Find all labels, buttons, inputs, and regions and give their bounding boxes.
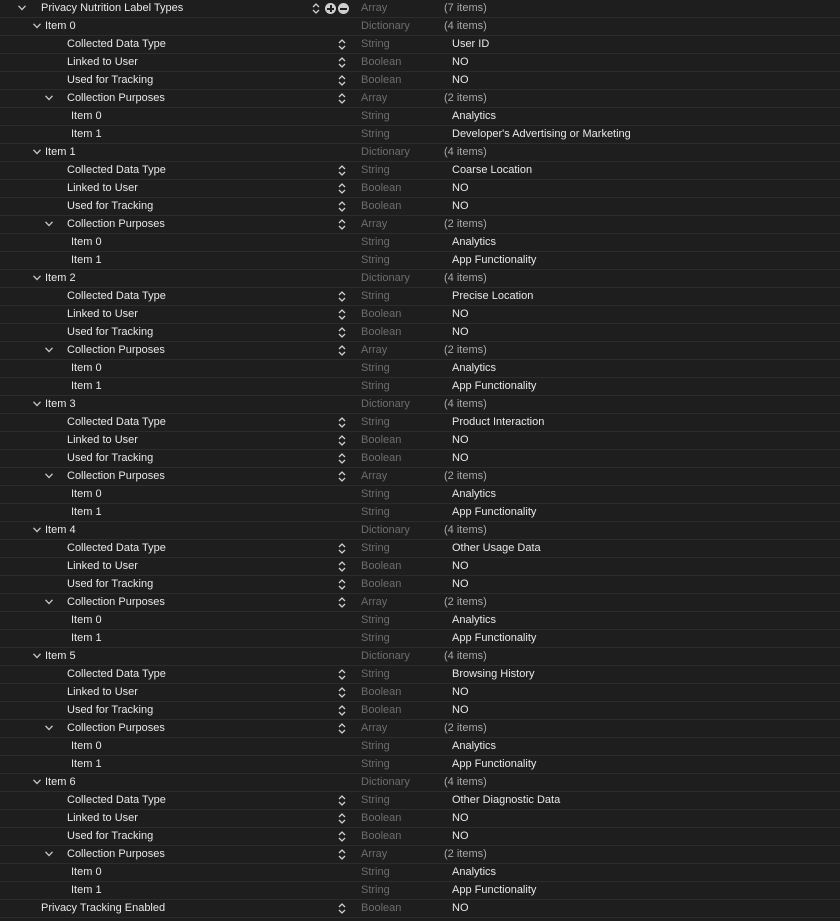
row-key: Collection Purposes [67,596,165,608]
type-stepper-icon[interactable] [338,468,348,485]
type-stepper-icon[interactable] [338,162,348,179]
row-type: String [361,110,390,122]
row-type: String [361,236,390,248]
plist-row[interactable] [0,594,840,612]
value-field[interactable]: App Functionality [452,380,537,392]
purpose-item-index: 0 [95,236,102,248]
disclosure-chevron-icon[interactable] [45,720,55,737]
type-stepper-icon[interactable] [338,54,348,71]
plist-row-tracking-enabled[interactable] [0,900,840,918]
row-key: Collected Data Type [67,668,166,680]
row-type: Boolean [361,704,402,716]
purpose-item-prefix: Item [71,362,96,374]
plist-row-item[interactable] [0,522,840,540]
purpose-item-prefix: Item [71,380,96,392]
row-key: Linked to User [67,812,138,824]
purpose-item-index: 1 [95,758,102,770]
row-type: Array [361,92,388,104]
purpose-item-index: 1 [95,884,102,896]
row-type: Dictionary [361,272,410,284]
purpose-item-index: 1 [95,254,102,266]
row-type: String [361,290,390,302]
row-key: Linked to User [67,182,138,194]
row-type: Boolean [361,308,402,320]
row-key: Linked to User [67,560,138,572]
row-type: Dictionary [361,776,410,788]
row-key: Privacy Tracking Enabled [41,902,166,914]
value-field[interactable]: NO [452,308,469,320]
row-value: (2 items) [444,722,487,734]
row-key [71,612,102,629]
disclosure-chevron-icon[interactable] [45,468,55,485]
plist-row[interactable] [0,684,840,702]
value-field[interactable]: Coarse Location [452,164,533,176]
purpose-item-index: 0 [95,740,102,752]
row-type: Boolean [361,200,402,212]
value-field[interactable]: Other Diagnostic Data [452,794,561,806]
plist-row[interactable] [0,828,840,846]
row-key [71,108,102,125]
disclosure-chevron-icon[interactable] [45,846,55,863]
row-key [71,504,102,521]
row-type: Dictionary [361,650,410,662]
disclosure-chevron-icon[interactable] [33,18,43,35]
type-stepper-icon[interactable] [338,72,348,89]
row-key: Collected Data Type [67,290,166,302]
plist-row[interactable] [0,36,840,54]
value-field[interactable]: NO [452,704,469,716]
plist-row-purpose[interactable] [0,378,840,396]
type-stepper-icon[interactable] [338,810,348,827]
row-key [71,630,102,647]
value-field[interactable]: NO [452,74,469,86]
value-field[interactable]: Developer's Advertising or Marketing [452,128,631,140]
purpose-item-index: 1 [95,380,102,392]
row-value: (4 items) [444,272,487,284]
row-key: Collected Data Type [67,416,166,428]
plist-row[interactable] [0,558,840,576]
row-key: Collected Data Type [67,794,166,806]
plist-row[interactable] [0,666,840,684]
row-type: String [361,380,390,392]
row-type: String [361,758,390,770]
disclosure-chevron-icon[interactable] [33,396,43,413]
type-stepper-icon[interactable] [338,828,348,845]
row-key: Collection Purposes [67,344,165,356]
value-field[interactable]: NO [452,200,469,212]
value-field[interactable]: Analytics [452,866,497,878]
plist-row-purpose[interactable] [0,234,840,252]
plist-row[interactable] [0,216,840,234]
row-key: Used for Tracking [67,578,154,590]
value-field[interactable]: App Functionality [452,632,537,644]
plist-row[interactable] [0,450,840,468]
row-type: Boolean [361,902,402,914]
row-type: String [361,416,390,428]
type-stepper-icon[interactable] [312,0,322,17]
row-type: String [361,128,390,140]
row-type: Dictionary [361,146,410,158]
disclosure-chevron-icon[interactable] [45,90,55,107]
row-type: String [361,506,390,518]
row-type: String [361,488,390,500]
row-key: Item 5 [45,650,76,662]
purpose-item-prefix: Item [71,254,96,266]
plist-row[interactable] [0,180,840,198]
row-type: String [361,362,390,374]
plist-row-purpose[interactable] [0,360,840,378]
row-type: String [361,632,390,644]
purpose-item-prefix: Item [71,632,96,644]
type-stepper-icon[interactable] [338,684,348,701]
plist-row[interactable] [0,198,840,216]
plist-row[interactable] [0,342,840,360]
row-key [71,126,102,143]
value-field[interactable]: NO [452,182,469,194]
plist-row[interactable] [0,306,840,324]
row-key: Used for Tracking [67,830,154,842]
type-stepper-icon[interactable] [338,846,348,863]
root-key: Privacy Nutrition Label Types [41,2,184,14]
value-field[interactable]: NO [452,56,469,68]
plist-row-purpose[interactable] [0,612,840,630]
type-stepper-icon[interactable] [338,900,348,917]
row-value: (7 items) [444,2,487,14]
plist-row-item[interactable] [0,18,840,36]
disclosure-chevron-icon[interactable] [45,594,55,611]
row-type: Boolean [361,578,402,590]
row-type: Array [361,2,388,14]
plist-row[interactable] [0,540,840,558]
disclosure-chevron-icon[interactable] [33,522,43,539]
row-key: Linked to User [67,308,138,320]
row-key: Item 3 [45,398,76,410]
plist-row[interactable] [0,72,840,90]
plist-row[interactable] [0,432,840,450]
disclosure-chevron-icon[interactable] [33,144,43,161]
row-type: String [361,668,390,680]
row-type: String [361,794,390,806]
row-value: (4 items) [444,524,487,536]
row-type: String [361,254,390,266]
row-key: Collection Purposes [67,848,165,860]
remove-item-icon[interactable] [338,3,349,14]
value-field[interactable]: App Functionality [452,254,537,266]
type-stepper-icon[interactable] [338,558,348,575]
plist-row[interactable] [0,576,840,594]
row-type: Boolean [361,560,402,572]
row-key: Collection Purposes [67,470,165,482]
type-stepper-icon[interactable] [338,36,348,53]
plist-row-item[interactable] [0,774,840,792]
plist-row-purpose[interactable] [0,108,840,126]
row-key: Used for Tracking [67,704,154,716]
value-field[interactable]: Precise Location [452,290,534,302]
row-key: Collection Purposes [67,218,165,230]
row-type: String [361,38,390,50]
purpose-item-index: 0 [95,614,102,626]
value-field[interactable]: NO [452,812,469,824]
row-value: (4 items) [444,650,487,662]
purpose-item-index: 0 [95,362,102,374]
row-type: Array [361,722,388,734]
purpose-item-index: 1 [95,128,102,140]
row-type: Array [361,218,388,230]
value-field[interactable]: NO [452,902,469,914]
value-field[interactable]: NO [452,686,469,698]
type-stepper-icon[interactable] [338,180,348,197]
purpose-item-index: 0 [95,866,102,878]
row-key: Collected Data Type [67,38,166,50]
type-stepper-icon[interactable] [338,342,348,359]
row-value: (2 items) [444,596,487,608]
plist-row-purpose[interactable] [0,252,840,270]
row-type: String [361,740,390,752]
row-key: Collection Purposes [67,92,165,104]
row-type: Boolean [361,434,402,446]
value-field[interactable]: Analytics [452,740,497,752]
purpose-item-prefix: Item [71,110,96,122]
row-type: Boolean [361,452,402,464]
row-value: (2 items) [444,92,487,104]
type-stepper-icon[interactable] [338,594,348,611]
row-key: Collected Data Type [67,542,166,554]
row-type: String [361,542,390,554]
row-value: (2 items) [444,470,487,482]
value-field[interactable]: App Functionality [452,506,537,518]
value-field[interactable]: App Functionality [452,884,537,896]
value-field[interactable]: NO [452,560,469,572]
plist-row-purpose[interactable] [0,756,840,774]
plist-row-item[interactable] [0,648,840,666]
row-key: Collection Purposes [67,722,165,734]
plist-row[interactable] [0,702,840,720]
purpose-item-index: 0 [95,110,102,122]
value-field[interactable]: Analytics [452,614,497,626]
row-type: Boolean [361,812,402,824]
type-stepper-icon[interactable] [338,792,348,809]
row-type: String [361,614,390,626]
type-stepper-icon[interactable] [338,198,348,215]
plist-row-purpose[interactable] [0,630,840,648]
disclosure-chevron-icon[interactable] [45,342,55,359]
row-key: Item 6 [45,776,76,788]
type-stepper-icon[interactable] [338,666,348,683]
row-type: Boolean [361,56,402,68]
plist-row-item[interactable] [0,270,840,288]
value-field[interactable]: Analytics [452,110,497,122]
purpose-item-prefix: Item [71,236,96,248]
type-stepper-icon[interactable] [338,414,348,431]
row-key [71,864,102,881]
type-stepper-icon[interactable] [338,306,348,323]
type-stepper-icon[interactable] [338,288,348,305]
add-item-icon[interactable] [325,3,336,14]
value-field[interactable]: NO [452,578,469,590]
value-field[interactable]: Browsing History [452,668,535,680]
purpose-item-prefix: Item [71,488,96,500]
plist-row[interactable] [0,90,840,108]
value-field[interactable]: NO [452,830,469,842]
row-type: Dictionary [361,398,410,410]
row-type: Array [361,596,388,608]
plist-row[interactable] [0,468,840,486]
plist-row[interactable] [0,414,840,432]
disclosure-chevron-icon[interactable] [33,648,43,665]
row-type: Array [361,344,388,356]
row-key: Linked to User [67,56,138,68]
row-key [71,738,102,755]
type-stepper-icon[interactable] [338,702,348,719]
row-key: Item 2 [45,272,76,284]
plist-row[interactable] [0,846,840,864]
row-key: Item 4 [45,524,76,536]
value-field[interactable]: NO [452,326,469,338]
row-value: (4 items) [444,20,487,32]
row-type: Boolean [361,830,402,842]
plist-row[interactable] [0,288,840,306]
disclosure-chevron-icon[interactable] [45,216,55,233]
row-type: Boolean [361,686,402,698]
purpose-item-index: 0 [95,488,102,500]
purpose-item-prefix: Item [71,128,96,140]
plist-row-purpose[interactable] [0,738,840,756]
row-type: String [361,866,390,878]
purpose-item-prefix: Item [71,614,96,626]
purpose-item-index: 1 [95,632,102,644]
plist-row-root[interactable] [0,0,840,18]
type-stepper-icon[interactable] [338,90,348,107]
plist-row-purpose[interactable] [0,504,840,522]
type-stepper-icon[interactable] [338,432,348,449]
row-value: (4 items) [444,146,487,158]
plist-row[interactable] [0,324,840,342]
value-field[interactable]: App Functionality [452,758,537,770]
row-key [71,378,102,395]
plist-row-purpose[interactable] [0,864,840,882]
row-key: Used for Tracking [67,74,154,86]
value-field[interactable]: Analytics [452,488,497,500]
row-value: (2 items) [444,848,487,860]
type-stepper-icon[interactable] [338,450,348,467]
purpose-item-prefix: Item [71,884,96,896]
plist-row-purpose[interactable] [0,882,840,900]
purpose-item-prefix: Item [71,740,96,752]
row-type: Dictionary [361,524,410,536]
value-field[interactable]: Analytics [452,362,497,374]
plist-row-item[interactable] [0,144,840,162]
disclosure-chevron-icon[interactable] [33,774,43,791]
type-stepper-icon[interactable] [338,540,348,557]
row-type: Array [361,470,388,482]
value-field[interactable]: User ID [452,38,490,50]
row-value: (2 items) [444,344,487,356]
row-key: Linked to User [67,434,138,446]
plist-row[interactable] [0,792,840,810]
plist-row[interactable] [0,720,840,738]
value-field[interactable]: Product Interaction [452,416,545,428]
plist-row[interactable] [0,54,840,72]
row-key: Used for Tracking [67,200,154,212]
type-stepper-icon[interactable] [338,576,348,593]
row-key [71,882,102,899]
row-key: Used for Tracking [67,452,154,464]
disclosure-chevron-icon[interactable] [18,0,28,17]
type-stepper-icon[interactable] [338,720,348,737]
purpose-item-prefix: Item [71,506,96,518]
plist-row[interactable] [0,162,840,180]
plist-row-purpose[interactable] [0,126,840,144]
row-key: Linked to User [67,686,138,698]
plist-row-purpose[interactable] [0,486,840,504]
plist-row[interactable] [0,810,840,828]
row-type: Array [361,848,388,860]
row-key: Used for Tracking [67,326,154,338]
row-key [71,756,102,773]
purpose-item-prefix: Item [71,866,96,878]
row-type: Dictionary [361,20,410,32]
row-key [71,234,102,251]
row-key: Item 1 [45,146,76,158]
row-key: Collected Data Type [67,164,166,176]
value-field[interactable]: Analytics [452,236,497,248]
value-field[interactable]: NO [452,434,469,446]
row-key: Item 0 [45,20,76,32]
type-stepper-icon[interactable] [338,324,348,341]
purpose-item-index: 1 [95,506,102,518]
type-stepper-icon[interactable] [338,216,348,233]
disclosure-chevron-icon[interactable] [33,270,43,287]
row-type: String [361,884,390,896]
row-key [71,252,102,269]
purpose-item-prefix: Item [71,758,96,770]
row-value: (4 items) [444,776,487,788]
row-value: (2 items) [444,218,487,230]
row-type: String [361,164,390,176]
row-key [71,486,102,503]
value-field[interactable]: NO [452,452,469,464]
row-type: Boolean [361,74,402,86]
row-value: (4 items) [444,398,487,410]
row-type: Boolean [361,326,402,338]
plist-row-item[interactable] [0,396,840,414]
value-field[interactable]: Other Usage Data [452,542,541,554]
row-key [71,360,102,377]
row-type: Boolean [361,182,402,194]
